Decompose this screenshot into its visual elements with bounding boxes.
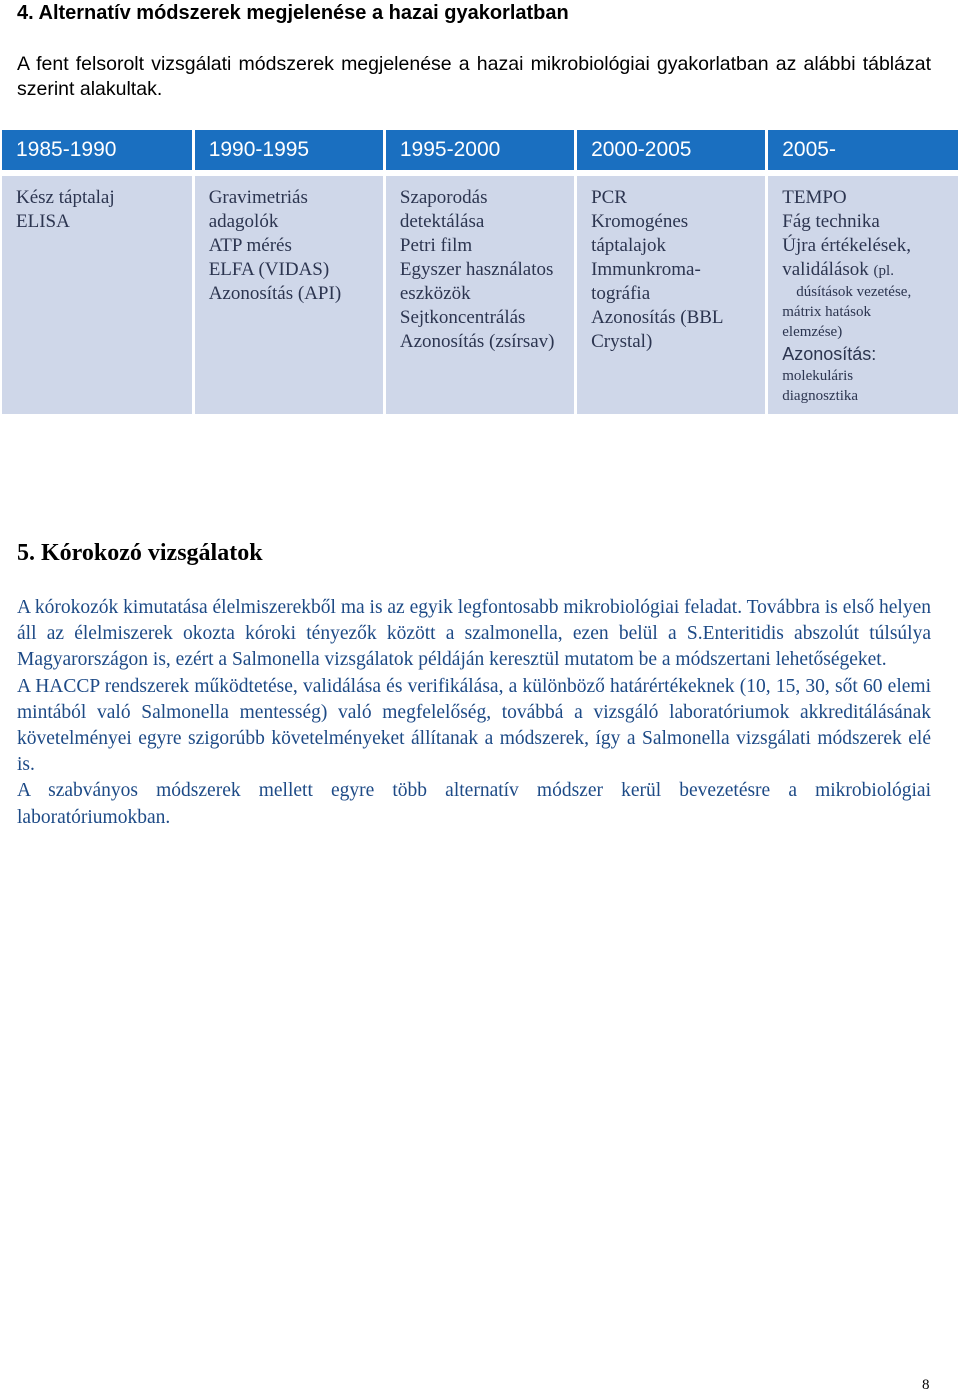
cell-2000-2005: [576, 173, 767, 414]
cell-line: molekuláris: [782, 368, 854, 384]
cell-line: ELISA: [16, 211, 70, 232]
methods-timeline-table: [2, 130, 958, 414]
header-2000-2005: 2000-2005: [576, 130, 767, 173]
cell-line: Kész táptalaj: [16, 187, 115, 208]
cell-line: Egyszer használatos: [399, 259, 554, 280]
paragraph: A szabványos módszerek mellett egyre több alternatív módszer kerül bevezetésre a mikrobiológiai laboratóriumokban.: [17, 780, 931, 828]
cell-line: eszközök: [399, 283, 471, 304]
header-1985-1990: 1985-1990: [2, 130, 193, 173]
cell-2005: [767, 173, 958, 414]
header-2005: 2005-: [767, 130, 958, 173]
cell-line: Újra értékelések,: [782, 235, 911, 256]
cell-line: Azonosítás:: [782, 344, 877, 364]
header-1990-1995: 1990-1995: [193, 130, 384, 173]
header-1995-2000: 1995-2000: [384, 130, 575, 173]
cell-line: mátrix hatások: [782, 304, 871, 320]
cell-line: Szaporodás: [399, 187, 488, 208]
cell-line: Azonosítás (zsírsav): [399, 331, 555, 352]
cell-line: táptalajok: [591, 235, 666, 256]
table-row: [2, 173, 958, 414]
section-5-body: [17, 595, 931, 831]
cell-line: Immunkroma-: [591, 259, 701, 280]
table-header-row: [2, 130, 958, 173]
cell-line: Fág technika: [782, 211, 880, 232]
cell-line: ELFA (VIDAS): [208, 259, 330, 280]
cell-line: detektálása: [399, 211, 485, 232]
cell-line: Petri film: [399, 235, 473, 256]
cell-line: tográfia: [591, 283, 651, 304]
cell-1995-2000: [384, 173, 575, 414]
cell-fragment: validálások: [782, 259, 869, 280]
cell-line: Gravimetriás: [208, 187, 308, 208]
section-4-intro: A fent felsorolt vizsgálati módszerek megjelenése a hazai mikrobiológiai gyakorlatban az alábbi táblázat szerint alakultak.: [17, 53, 931, 100]
cell-line: ATP mérés: [208, 235, 292, 256]
cell-line: elemzése): [782, 324, 843, 340]
cell-line: Azonosítás (BBL: [591, 307, 724, 328]
cell-line: Azonosítás (API): [208, 283, 342, 304]
cell-line: PCR: [591, 187, 627, 208]
cell-line: TEMPO: [782, 187, 847, 208]
page-number: 8: [922, 1377, 930, 1393]
paragraph: A HACCP rendszerek működtetése, validálása és verifikálása, a különböző határértékeknek (10, 15, 30, sőt 60 elemi mintából való Salmonella mentesség) való megfelelőség, továbbá a vizsgáló laboratóriumok akkreditálásának követelményei egyre szigorúbb követelményeket állítanak a módszerek, így a Salmonella vizsgálati módszerek elé is.: [17, 675, 931, 776]
cell-line: diagnosztika: [782, 388, 859, 404]
cell-line: adagolók: [208, 211, 279, 232]
paragraph: A kórokozók kimutatása élelmiszerekből ma is az egyik legfontosabb mikrobiológiai feladat. Továbbra is első helyen áll az élelmiszerek okozta kóroki tényezők között a szalmonella, ezen belül a S.Enteritidis abszolút túlsúlya Magyarországon is, ezért a Salmonella vizsgálatok példáján keresztül mutatom be a módszertani lehetőségeket.: [17, 597, 931, 671]
cell-1985-1990: [2, 173, 193, 414]
cell-fragment: (pl.: [873, 263, 894, 279]
cell-line: [782, 258, 954, 282]
cell-1990-1995: [193, 173, 384, 414]
cell-line: dúsítások vezetése,: [796, 284, 912, 300]
section-5-heading: 5. Kórokozó vizsgálatok: [17, 540, 263, 566]
cell-line: Sejtkoncentrálás: [399, 307, 526, 328]
section-4-heading: 4. Alternatív módszerek megjelenése a hazai gyakorlatban: [17, 2, 569, 24]
cell-line: Kromogénes: [591, 211, 689, 232]
cell-line: Crystal): [591, 331, 653, 352]
